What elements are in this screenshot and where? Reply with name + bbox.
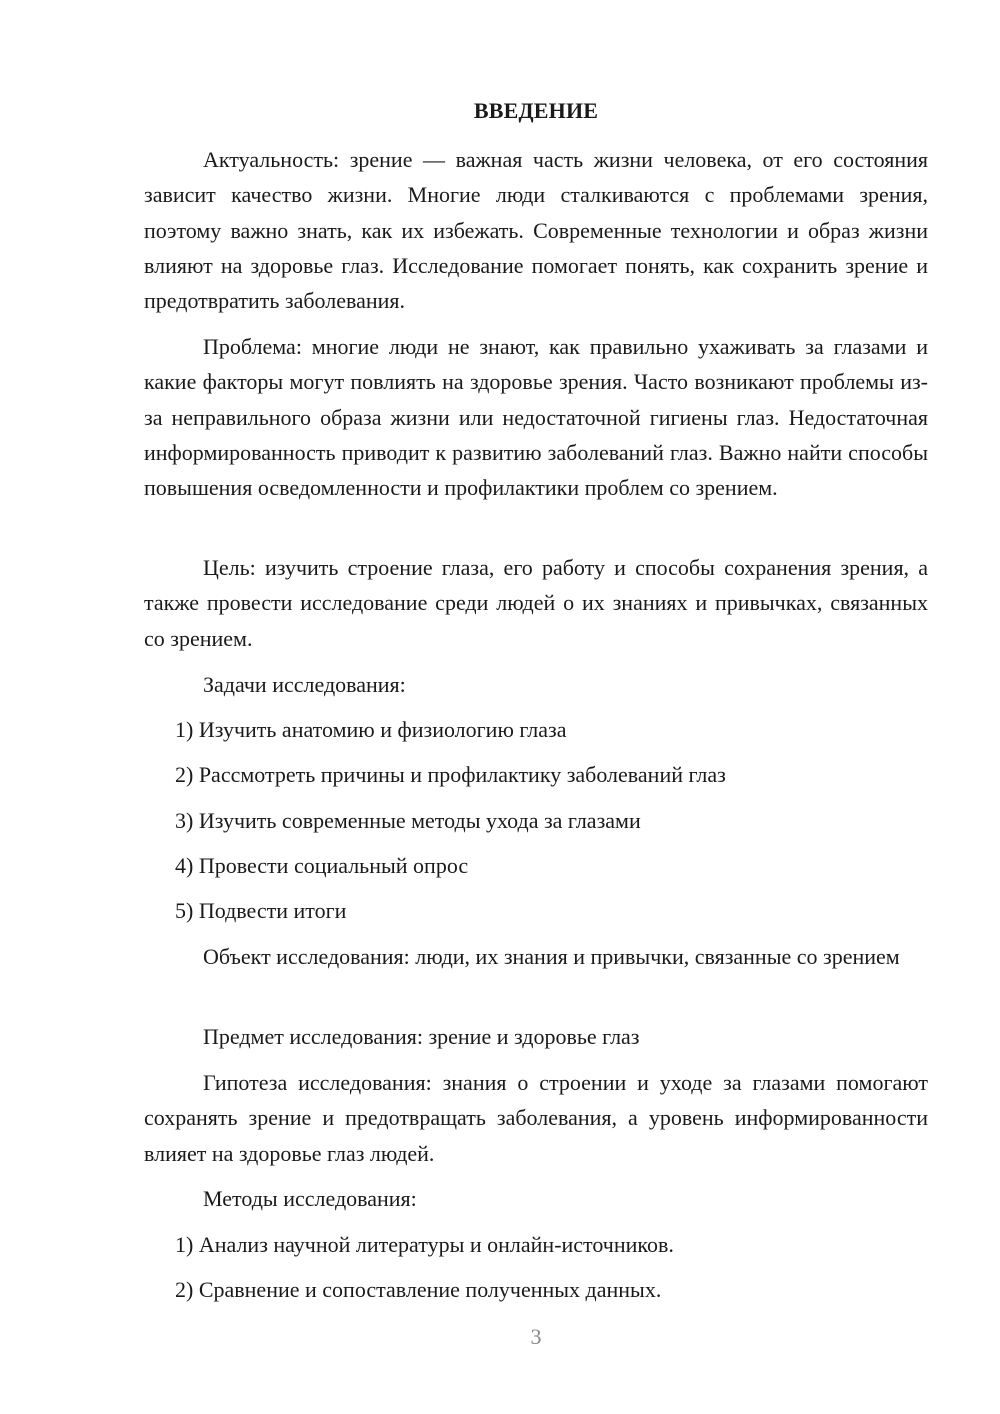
goal-paragraph: Цель: изучить строение глаза, его работу и способы сохранения зрения, а также провести исследование среди людей о их знаниях и привычках, связанных со зрением. <box>144 555 928 651</box>
page-title: ВВЕДЕНИЕ <box>473 98 599 123</box>
task-item: 2) Рассмотреть причины и профилактику заболеваний глаз <box>175 762 726 787</box>
methods-heading: Методы исследования: <box>203 1186 417 1211</box>
tasks-heading: Задачи исследования: <box>203 672 406 697</box>
method-item: 2) Сравнение и сопоставление полученных данных. <box>175 1277 662 1302</box>
problem-paragraph: Проблема: многие люди не знают, как правильно ухаживать за глазами и какие факторы могут повлиять на здоровье зрения. Часто возникают проблемы из-за неправильного образа жизни или недостаточной гигиены глаз. Недостаточная информированность приводит к развитию заболеваний глаз. Важно найти способы повышения осведомленности и профилактики проблем со зрением. <box>144 334 928 501</box>
hypothesis-paragraph: Гипотеза исследования: знания о строении и уходе за глазами помогают сохранять зрение и предотвращать заболевания, а уровень информированности влияет на здоровье глаз людей. <box>144 1070 928 1166</box>
method-item: 1) Анализ научной литературы и онлайн-источников. <box>175 1232 674 1257</box>
task-item: 5) Подвести итоги <box>175 898 347 923</box>
page-number: 3 <box>530 1324 542 1349</box>
task-item: 4) Провести социальный опрос <box>175 853 469 878</box>
task-item: 1) Изучить анатомию и физиологию глаза <box>175 717 567 742</box>
task-item: 3) Изучить современные методы ухода за глазами <box>175 808 641 833</box>
relevance-paragraph: Актуальность: зрение — важная часть жизни человека, от его состояния зависит качество жизни. Многие люди сталкиваются с проблемами зрения, поэтому важно знать, как их избежать. Современные технологии и образ жизни влияют на здоровье глаз. Исследование помогает понять, как сохранить зрение и предотвратить заболевания. <box>144 147 928 314</box>
subject-line: Предмет исследования: зрение и здоровье глаз <box>203 1024 640 1049</box>
object-paragraph: Объект исследования: люди, их знания и привычки, связанные со зрением <box>203 944 900 969</box>
